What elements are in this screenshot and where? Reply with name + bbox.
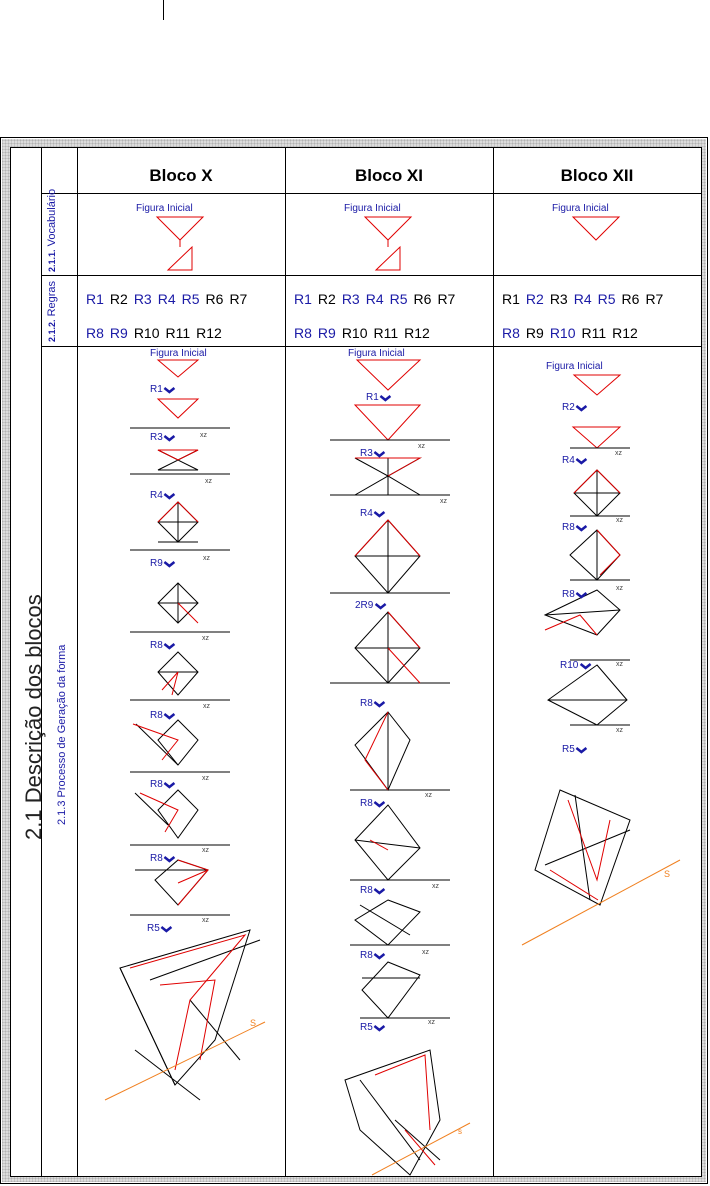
xz-labels <box>200 432 624 1026</box>
xz-label: xz <box>440 498 447 505</box>
chevron-down-icon <box>576 406 586 410</box>
process-step-label: R2 <box>562 402 575 413</box>
xz-label: xz <box>202 775 209 782</box>
process-label: 2.1.3 Processo de Geração da forma <box>56 644 68 825</box>
rule-label: R9 <box>525 325 544 341</box>
process-step-label: R5 <box>562 744 575 755</box>
rule-label: R7 <box>229 291 248 307</box>
vocab-figure-label-xii: Figura Inicial <box>552 203 609 214</box>
process-step-label: 2R9 <box>355 600 374 611</box>
chevron-down-icon <box>374 802 384 806</box>
chevron-down-icon <box>374 452 384 456</box>
process-step-label: R1 <box>366 392 379 403</box>
vocab-shapes-x <box>157 217 203 270</box>
rules-label: Regras <box>46 280 58 317</box>
chevron-down-icon <box>380 396 390 400</box>
chevron-down-icon <box>576 459 586 463</box>
chevron-down-icon <box>164 644 174 648</box>
svg-text:S: S <box>250 1018 257 1028</box>
rule-label: R7 <box>437 291 456 307</box>
process-step-label: R8 <box>150 853 163 864</box>
process-step-label: R1 <box>150 384 163 395</box>
rule-label: R3 <box>341 291 360 307</box>
rule-label: R7 <box>645 291 664 307</box>
xz-label: xz <box>203 703 210 710</box>
rule-label: R1 <box>502 291 520 307</box>
rule-label: R4 <box>365 291 384 307</box>
process-step-label: R8 <box>150 710 163 721</box>
rule-label: R2 <box>109 291 128 307</box>
vocab-figure-label-xi: Figura Inicial <box>344 203 401 214</box>
process-step-label: R5 <box>360 1022 373 1033</box>
rule-label: R2 <box>525 291 544 307</box>
rule-label: R5 <box>389 291 408 307</box>
section-title: 2.1 Descrição dos blocos <box>21 594 46 840</box>
chevron-down-icon <box>581 664 591 668</box>
rule-label: R6 <box>621 291 640 307</box>
rule-label: R5 <box>597 291 616 307</box>
rule-label: R6 <box>413 291 432 307</box>
rule-label: R3 <box>133 291 152 307</box>
rule-label: R1 <box>294 291 312 307</box>
chevron-down-icon <box>161 927 171 931</box>
process-step-label: R5 <box>147 923 160 934</box>
rule-label: R12 <box>196 325 222 341</box>
process-x <box>105 360 265 1100</box>
chevron-down-icon <box>576 526 586 530</box>
rule-label: R11 <box>581 325 607 341</box>
vocab-label: Vocabulário <box>46 188 58 247</box>
rule-label: R10 <box>549 325 576 341</box>
chevron-down-icon <box>376 604 386 608</box>
chevron-down-icon <box>164 436 174 440</box>
vocab-number: 2.1.1. <box>47 249 57 272</box>
rule-label: R1 <box>86 291 104 307</box>
xz-label: xz <box>200 432 207 439</box>
process-step-label: Figura Inicial <box>348 348 405 359</box>
rule-label: R11 <box>373 325 399 341</box>
xz-label: xz <box>203 555 210 562</box>
process-step-label: Figura Inicial <box>546 361 603 372</box>
xz-label: xz <box>616 727 623 734</box>
rule-label: R2 <box>317 291 336 307</box>
xz-label: xz <box>202 917 209 924</box>
process-step-label: R4 <box>562 455 575 466</box>
chevron-down-icon <box>374 954 384 958</box>
process-step-label: R8 <box>360 950 373 961</box>
svg-text:S: S <box>664 869 671 879</box>
chevron-down-icon <box>576 748 586 752</box>
process-step-label: R8 <box>562 522 575 533</box>
rule-label: R10 <box>341 325 368 341</box>
process-xi <box>330 360 470 1175</box>
block-xi-title: Bloco XI <box>354 166 423 185</box>
xz-label: xz <box>428 1019 435 1026</box>
chevron-down-icon <box>164 562 174 566</box>
process-step-label: R8 <box>360 885 373 896</box>
rule-label: R4 <box>573 291 592 307</box>
xz-label: xz <box>205 478 212 485</box>
process-step-label: R8 <box>360 698 373 709</box>
rules-number: 2.1.2. <box>47 319 57 342</box>
rule-label: R6 <box>205 291 224 307</box>
process-step-label: R3 <box>150 432 163 443</box>
vocab-shapes-xii <box>573 217 619 240</box>
rule-label: R10 <box>133 325 160 341</box>
process-step-label: R8 <box>150 640 163 651</box>
process-step-label: R9 <box>150 558 163 569</box>
chevron-down-icon <box>164 783 174 787</box>
chevron-down-icon <box>374 1026 384 1030</box>
chevron-down-icon <box>164 857 174 861</box>
vocab-figure-label-x: Figura Inicial <box>136 203 193 214</box>
xz-label: xz <box>616 585 623 592</box>
chevron-down-icon <box>374 889 384 893</box>
rule-label: R12 <box>612 325 638 341</box>
process-step-label: R10 <box>560 660 579 671</box>
rule-label: R4 <box>157 291 176 307</box>
xz-label: xz <box>202 847 209 854</box>
process-step-label: R4 <box>360 508 373 519</box>
svg-text:s: s <box>458 1127 462 1136</box>
rule-label: R3 <box>549 291 568 307</box>
rule-label: R11 <box>165 325 191 341</box>
process-step-label: R8 <box>360 798 373 809</box>
chevron-down-icon <box>164 388 174 392</box>
xz-label: xz <box>615 450 622 457</box>
xz-label: xz <box>616 517 623 524</box>
xz-label: xz <box>425 792 432 799</box>
rule-label: R9 <box>109 325 128 341</box>
xz-label: xz <box>422 949 429 956</box>
chevron-down-icon <box>164 494 174 498</box>
xz-label: xz <box>432 883 439 890</box>
rule-label: R8 <box>502 325 520 341</box>
process-step-label: Figura Inicial <box>150 348 207 359</box>
rule-label: R8 <box>294 325 312 341</box>
xz-label: xz <box>202 635 209 642</box>
process-step-label: R4 <box>150 490 163 501</box>
chevron-down-icon <box>374 702 384 706</box>
vocab-shapes-xi <box>365 217 411 270</box>
block-x-title: Bloco X <box>149 166 213 185</box>
block-xii-title: Bloco XII <box>560 166 634 185</box>
rule-label: R9 <box>317 325 336 341</box>
rule-label: R5 <box>181 291 200 307</box>
chevron-down-icon <box>576 593 586 597</box>
rule-label: R8 <box>86 325 104 341</box>
chevron-down-icon <box>374 512 384 516</box>
process-step-label: R8 <box>562 589 575 600</box>
process-step-label: R8 <box>150 779 163 790</box>
process-step-label: R3 <box>360 448 373 459</box>
xz-label: xz <box>616 661 623 668</box>
xz-label: xz <box>418 443 425 450</box>
rule-label: R12 <box>404 325 430 341</box>
process-xii <box>522 375 680 945</box>
chevron-down-icon <box>164 714 174 718</box>
